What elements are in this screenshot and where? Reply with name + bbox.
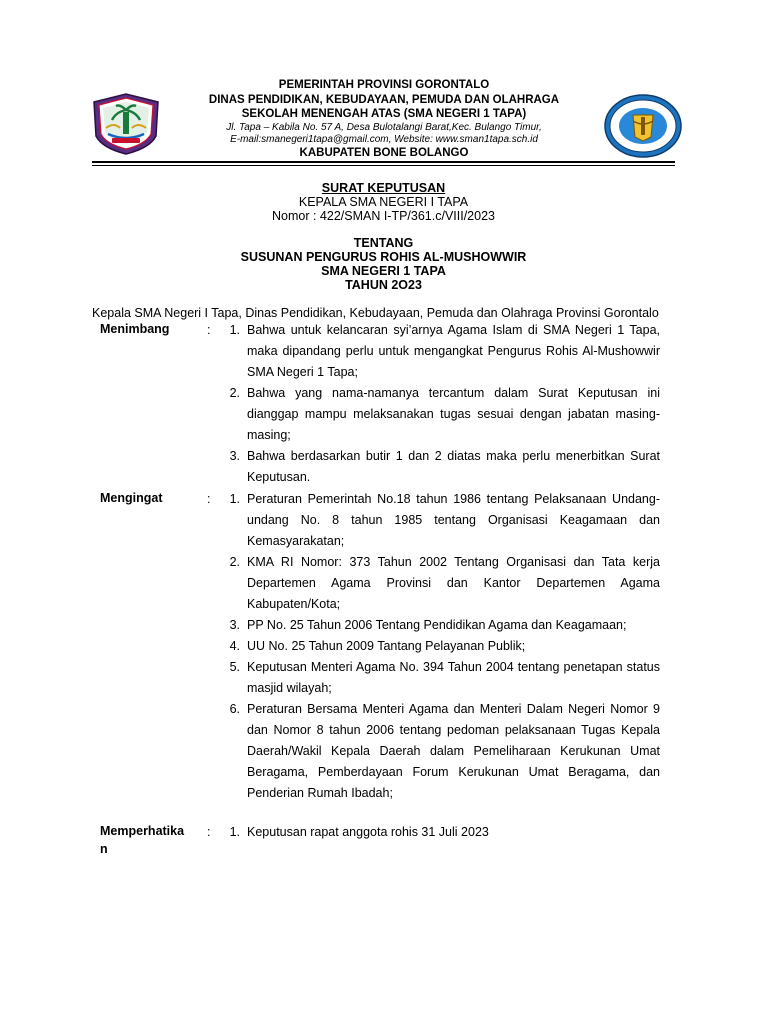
list-item: 1. Keputusan rapat anggota rohis 31 Juli 2023 [229,825,489,839]
subject-line-3: TAHUN 2O23 [345,278,422,292]
observations-list [220,822,660,843]
considerations-list [220,320,660,488]
decree-title-block [92,181,675,292]
school-address: Jl. Tapa – Kabila No. 57 A, Desa Bulotalangi Barat,Kec. Bulango Timur, [226,121,542,133]
list-item: 1. Bahwa untuk kelancaran syi’arnya Agama Islam di SMA Negeri 1 Tapa, maka dipandang perlu untuk mengangkat Pengurus Rohis Al-Mushowwir SMA Negeri 1 Tapa; [229,323,660,379]
regency-name: KABUPATEN BONE BOLANGO [299,146,469,159]
school-contact: E-mail:smanegeri1tapa@gmail.com, Website: www.sman1tapa.sch.id [230,133,538,145]
references-list [220,489,660,804]
about-heading: TENTANG [353,236,414,250]
list-item: 6. Peraturan Bersama Menteri Agama dan Menteri Dalam Negeri Nomor 9 dan Nomor 8 tahun 2006 tentang pedoman pelaksanaan Tugas Kepala Daerah/Wakil Kepala Daerah dalam Pemeliharaan Kerukunan Umat Beragama, Pemberdayaan Forum Kerukunan Umat Beragama, dan Penderian Rumah Ibadah; [229,702,660,800]
decree-number: Nomor : 422/SMAN I-TP/361.c/VIII/2023 [271,209,495,223]
sman-1-tapa-emblem-logo [603,93,683,159]
list-item: 4. UU No. 25 Tahun 2009 Tantang Pelayanan Publik; [229,639,526,653]
department-name: DINAS PENDIDIKAN, KEBUDAYAAN, PEMUDA DAN OLAHRAGA [208,93,560,106]
section-label: Mengingat [100,491,163,505]
list-item: 2. KMA RI Nomor: 373 Tahun 2002 Tentang Organisasi dan Tata kerja Departemen Agama Provinsi dan Kantor Departemen Agama Kabupaten/Kota; [229,555,660,611]
list-item: 5. Keputusan Menteri Agama No. 394 Tahun 2004 tentang penetapan status masjid wilayah; [229,660,660,695]
section-colon: : [207,492,211,506]
government-name: PEMERINTAH PROVINSI GORONTALO [278,79,490,91]
letterhead-text [170,78,598,160]
list-item: 3. Bahwa berdasarkan butir 1 dan 2 diatas maka perlu menerbitkan Surat Keputusan. [229,449,660,484]
list-item: 2. Bahwa yang nama-namanya tercantum dalam Surat Keputusan ini dianggap mampu melaksanakan tugas sesuai dengan jabatan masing-masing; [229,386,660,442]
list-item: 1. Peraturan Pemerintah No.18 tahun 1986 tentang Pelaksanaan Undang-undang No. 8 tahun 1985 tentang Organisasi Keagamaan dan Kemasyarakatan; [229,492,660,548]
issuer: KEPALA SMA NEGERI I TAPA [298,195,469,209]
bone-bolango-crest-logo [90,92,162,156]
school-name: SEKOLAH MENENGAH ATAS (SMA NEGERI 1 TAPA) [241,108,527,120]
subject-line-2: SMA NEGERI 1 TAPA [321,264,446,278]
section-colon: : [207,323,211,337]
section-label: Menimbang [100,322,170,336]
list-item: 3. PP No. 25 Tahun 2006 Tentang Pendidikan Agama dan Keagamaan; [229,618,627,632]
subject-line-1: SUSUNAN PENGURUS ROHIS AL-MUSHOWWIR [240,250,527,264]
document-type: SURAT KEPUTUSAN [321,181,446,195]
section-label: Memperhatikan [100,824,185,856]
section-colon: : [207,825,211,839]
letterhead-divider-thick [92,161,675,163]
letterhead-divider-thin [92,165,675,166]
intro-statement: Kepala SMA Negeri I Tapa, Dinas Pendidikan, Kebudayaan, Pemuda dan Olahraga Provinsi Gorontalo [92,306,659,320]
